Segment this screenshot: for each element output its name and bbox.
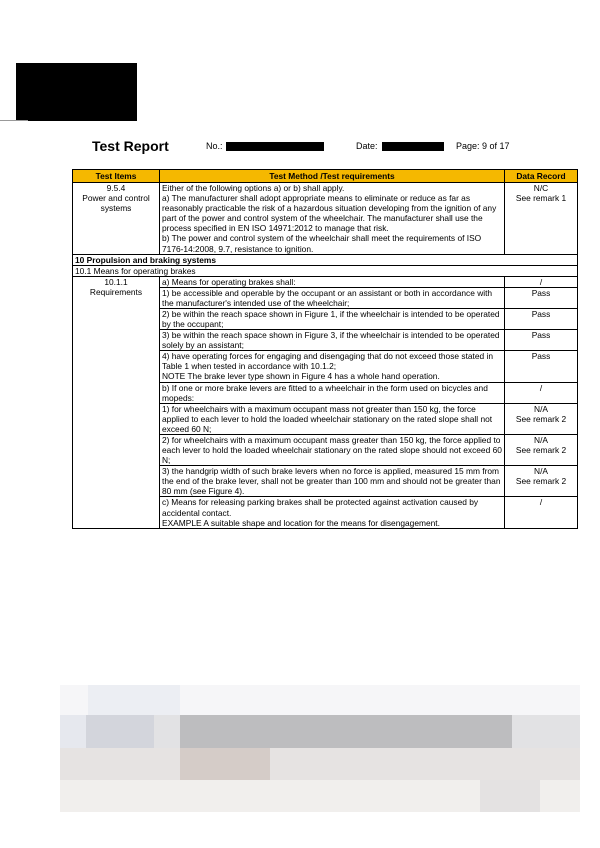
redacted-logo [16,63,137,121]
data-record-cell [505,497,578,528]
method-text: a) The manufacturer shall adopt appropriate means to eliminate or reduce as far as reasonably practicable the risk of a hazardous situation developing from the ignition of any part of the power and control system of the wheelchair. The manufacturer shall use the process specified in EN ISO 14971:2012 to manage that risk. [162,193,497,234]
table-row [73,183,578,255]
data-record-cell [505,403,578,434]
method-text: a) Means for operating brakes shall: [162,276,296,287]
method-text: 1) for wheelchairs with a maximum occupant mass not greater than 150 kg, the force applied to each lever to hold the loaded wheelchair stationary on the rated slope shall not exceed 60 N; [162,403,493,434]
method-text: 3) be within the reach space shown in Figure 3, if the wheelchair is intended to be operated solely by an assistant; [162,330,500,351]
data-record-cell [505,351,578,382]
test-method-cell [160,287,505,308]
clause-number: 9.5.4 [106,183,126,194]
test-method-cell [160,183,505,255]
test-item-cell [73,276,160,528]
subsection-row [73,265,578,276]
record-value: N/A [534,466,548,477]
data-record-cell [505,309,578,330]
table-header-row [73,170,578,183]
data-record-cell [505,330,578,351]
test-method-cell [160,382,505,403]
method-text: Either of the following options a) or b) shall apply. [162,183,345,194]
record-remark: See remark 1 [515,193,567,204]
redacted-report-number [226,142,324,151]
method-text: 3) the handgrip width of such brake levers when no force is applied, measured 15 mm from the end of the brake lever, shall not be greater than 100 mm and should not be greater than 80 mm (see Figure 4). [162,466,501,497]
divider [0,120,28,121]
test-results-table [72,169,578,529]
data-record-cell [505,276,578,287]
report-number-label: No.: [206,141,223,151]
test-method-cell [160,330,505,351]
section-row [73,254,578,265]
data-record-cell [505,434,578,465]
method-example: EXAMPLE A suitable shape and location for the means for disengagement. [162,517,440,528]
record-value: / [539,276,543,287]
test-method-cell [160,434,505,465]
test-method-cell [160,466,505,497]
test-method-cell [160,403,505,434]
record-remark: See remark 2 [515,445,567,456]
report-header [92,138,572,156]
record-value: Pass [531,309,551,320]
record-remark: See remark 2 [515,413,567,424]
test-method-cell [160,276,505,287]
method-text: 2) be within the reach space shown in Figure 1, if the wheelchair is intended to be operated by the occupant; [162,309,500,330]
column-header-test-items: Test Items [73,170,160,183]
page-number: Page: 9 of 17 [456,141,510,151]
data-record-cell [505,382,578,403]
record-value: Pass [531,287,551,298]
test-method-cell [160,351,505,382]
method-text: b) The power and control system of the wheelchair shall meet the requirements of ISO 7176-14:2008, 9.7, resistance to ignition. [162,233,482,254]
record-value: N/C [533,183,549,194]
record-value: Pass [531,351,551,362]
page-title: Test Report [92,138,169,154]
record-value: N/A [534,403,548,414]
column-header-test-method: Test Method /Test requirements [160,170,505,183]
clause-title: Requirements [89,286,143,297]
method-text: c) Means for releasing parking brakes shall be protected against activation caused by accidental contact. [162,497,479,518]
data-record-cell [505,466,578,497]
data-record-cell [505,287,578,308]
test-method-cell [160,309,505,330]
method-text: 4) have operating forces for engaging and disengaging that do not exceed those stated in Table 1 when tested in accordance with 10.1.2; [162,351,494,372]
method-note: NOTE The brake lever type shown in Figure 4 has a whole hand operation. [162,371,440,382]
method-text: b) If one or more brake levers are fitted to a wheelchair in the form used on bicycles and mopeds: [162,382,488,403]
record-remark: See remark 2 [515,476,567,487]
record-value: Pass [531,330,551,341]
section-heading: 10 Propulsion and braking systems [73,254,578,265]
clause-number: 10.1.1 [104,276,128,287]
date-label: Date: [356,141,378,151]
table-row [73,276,578,287]
redacted-footer [60,685,580,820]
redacted-date [382,142,444,151]
subsection-heading: 10.1 Means for operating brakes [73,265,578,276]
test-item-cell [73,183,160,255]
column-header-data-record: Data Record [505,170,578,183]
clause-title: Power and control systems [82,193,150,214]
data-record-cell [505,183,578,255]
record-value: / [539,382,543,393]
record-value: N/A [534,434,548,445]
method-text: 1) be accessible and operable by the occupant or an assistant or both in accordance with the manufacturer's intended use of the wheelchair; [162,287,493,308]
test-method-cell [160,497,505,528]
record-value: / [539,497,543,508]
method-text: 2) for wheelchairs with a maximum occupant mass greater than 150 kg, the force applied to each lever to hold the loaded wheelchair stationary on the rated slope should not exceed 60 N; [162,434,502,466]
